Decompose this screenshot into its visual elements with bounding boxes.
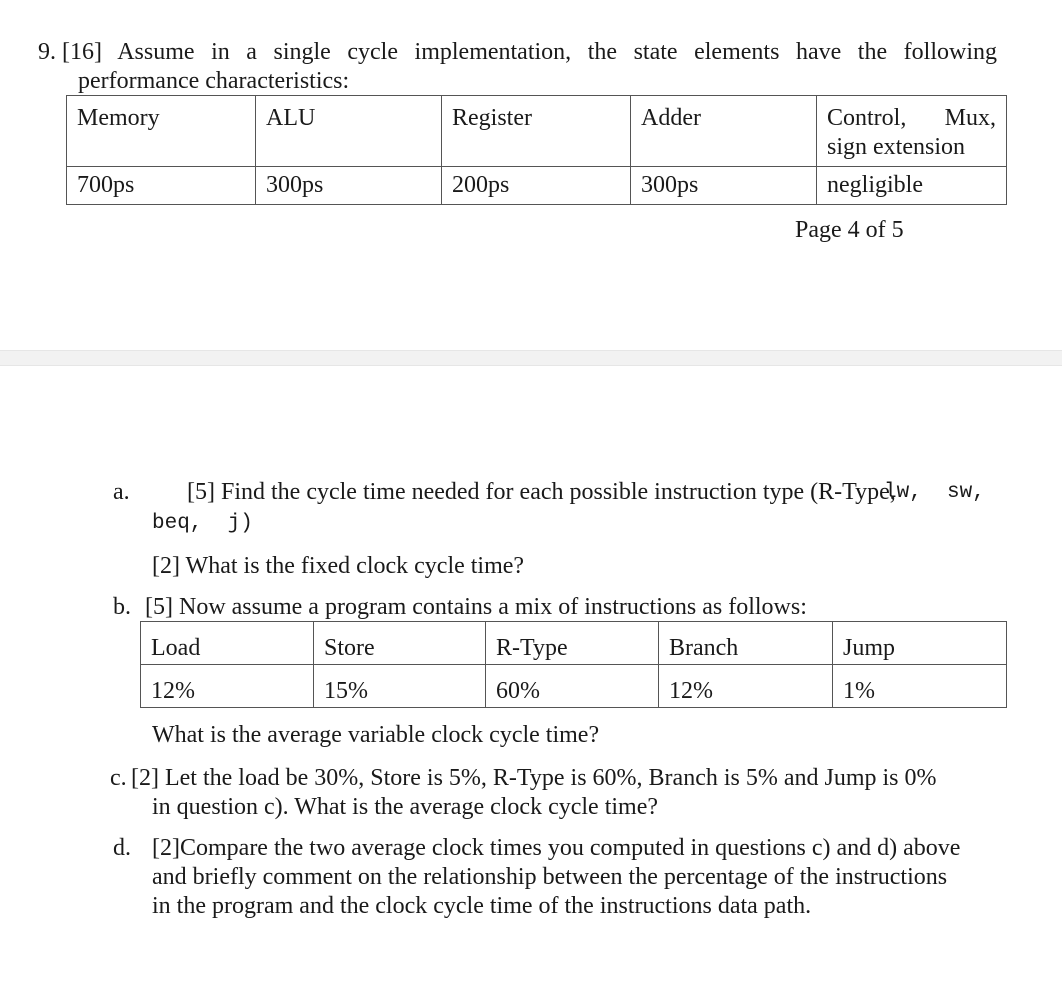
mix-value-jump: 1% xyxy=(833,665,1007,708)
mix-value-load: 12% xyxy=(141,665,314,708)
part-d-line2: and briefly comment on the relationship between the percentage of the instructions xyxy=(152,864,948,890)
perf-header-memory: Memory xyxy=(67,96,256,167)
perf-header-control xyxy=(817,96,1007,167)
part-a-text: [5] Find the cycle time needed for each possible instruction type (R-Type, xyxy=(187,479,896,505)
question-number: 9. xyxy=(38,39,56,65)
performance-value-row xyxy=(67,167,1007,205)
part-b-label: b. xyxy=(113,594,131,620)
part-c-line1: [2] Let the load be 30%, Store is 5%, R-Type is 60%, Branch is 5% and Jump is 0% xyxy=(131,765,937,791)
part-c-label: c. xyxy=(110,765,127,791)
perf-header-register: Register xyxy=(442,96,631,167)
perf-header-adder: Adder xyxy=(631,96,817,167)
part-a-label: a. xyxy=(113,479,130,505)
mix-value-rtype: 60% xyxy=(486,665,659,708)
mix-header-load: Load xyxy=(141,622,314,665)
page-indicator: Page 4 of 5 xyxy=(795,217,904,243)
part-d-line3: in the program and the clock cycle time of the instructions data path. xyxy=(152,893,812,919)
part-a-subquestion: [2] What is the fixed clock cycle time? xyxy=(152,553,525,579)
part-b-question: What is the average variable clock cycle time? xyxy=(152,722,600,748)
mix-header-store: Store xyxy=(314,622,486,665)
part-c-line2: in question c). What is the average clock cycle time? xyxy=(152,794,659,820)
mix-header-branch: Branch xyxy=(659,622,833,665)
perf-header-control-line1: Control, Mux, xyxy=(827,105,996,131)
perf-header-control-line2: sign extension xyxy=(827,134,965,160)
perf-value-adder: 300ps xyxy=(631,167,817,205)
performance-header-row xyxy=(67,96,1007,167)
part-a-code-line1: lw, sw, xyxy=(884,481,985,504)
part-d-line1: [2]Compare the two average clock times you computed in questions c) and d) above xyxy=(152,835,961,861)
page-break-divider xyxy=(0,350,1062,366)
part-a-code-line2: beq, j) xyxy=(152,512,253,535)
question-intro-line2: performance characteristics: xyxy=(78,68,350,94)
mix-header-rtype: R-Type xyxy=(486,622,659,665)
question-intro-line1: [16] Assume in a single cycle implementation, the state elements have the following xyxy=(62,39,997,65)
perf-value-alu: 300ps xyxy=(256,167,442,205)
mix-value-store: 15% xyxy=(314,665,486,708)
mix-header-row xyxy=(141,622,1007,665)
part-b-text: [5] Now assume a program contains a mix of instructions as follows: xyxy=(145,594,807,620)
perf-value-register: 200ps xyxy=(442,167,631,205)
part-d-label: d. xyxy=(113,835,131,861)
instruction-mix-table xyxy=(140,621,1007,708)
mix-value-branch: 12% xyxy=(659,665,833,708)
perf-header-alu: ALU xyxy=(256,96,442,167)
performance-table xyxy=(66,95,1007,205)
mix-value-row xyxy=(141,665,1007,708)
perf-value-memory: 700ps xyxy=(67,167,256,205)
mix-header-jump: Jump xyxy=(833,622,1007,665)
perf-value-control: negligible xyxy=(817,167,1007,205)
